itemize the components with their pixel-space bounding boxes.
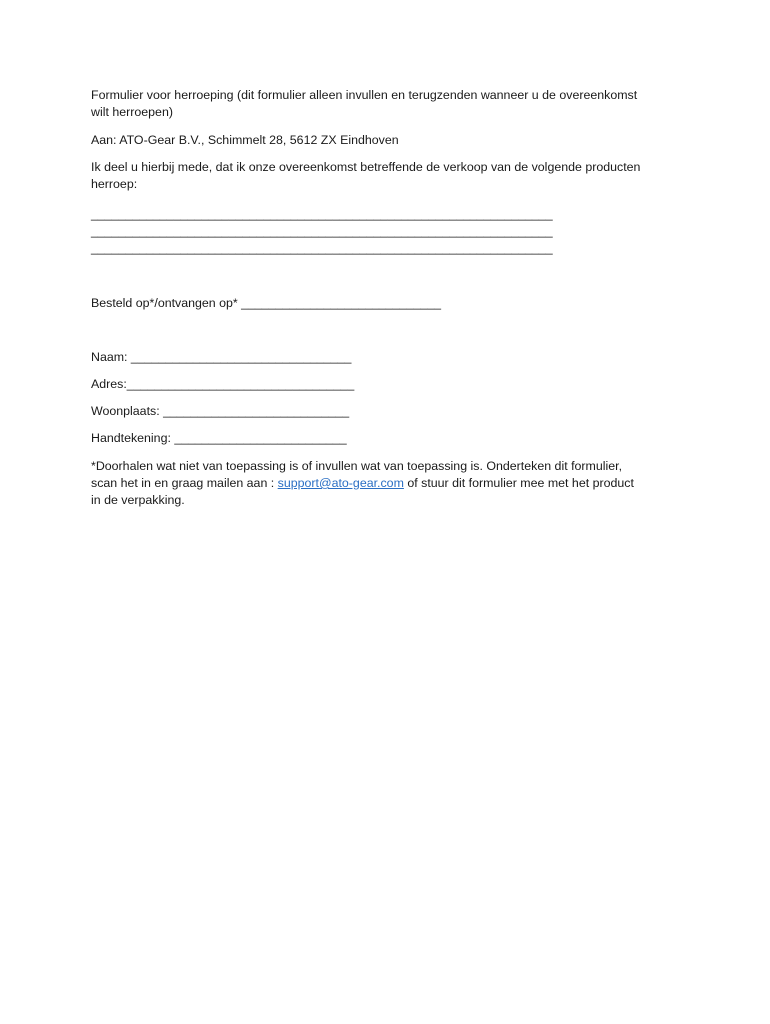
city-field-text: Woonplaats: ___________________________ <box>91 404 350 418</box>
footnote <box>91 458 634 509</box>
name-field <box>91 349 351 366</box>
ordered-received-text: Besteld op*/ontvangen op* _____________________________ <box>91 296 442 310</box>
addressee-text: Aan: ATO-Gear B.V., Schimmelt 28, 5612 ZX Eindhoven <box>91 133 399 147</box>
footnote-line-3: in de verpakking. <box>91 493 185 507</box>
signature-field <box>91 430 347 447</box>
footnote-line-2 <box>91 475 634 492</box>
form-title-line-2: wilt herroepen) <box>91 105 173 119</box>
footnote-line-2-before: scan het in en graag mailen aan : <box>91 476 278 490</box>
address-field <box>91 376 354 393</box>
support-email-link[interactable]: support@ato-gear.com <box>277 476 404 490</box>
product-line-3: ___________________________________________________________________ <box>91 241 553 255</box>
withdrawal-notice-line-2: herroep: <box>91 177 138 191</box>
footnote-line-1: *Doorhalen wat niet van toepassing is of invullen wat van toepassing is. Onderteken dit formulier, <box>91 459 623 473</box>
product-line-2: ___________________________________________________________________ <box>91 224 553 238</box>
withdrawal-notice <box>91 159 640 193</box>
product-line-1: ___________________________________________________________________ <box>91 207 553 221</box>
address-field-text: Adres:_________________________________ <box>91 377 355 391</box>
addressee <box>91 132 399 149</box>
name-field-text: Naam: ________________________________ <box>91 350 352 364</box>
form-title <box>91 87 637 121</box>
signature-field-text: Handtekening: _________________________ <box>91 431 347 445</box>
ordered-received-field <box>91 295 441 312</box>
withdrawal-notice-line-1: Ik deel u hierbij mede, dat ik onze overeenkomst betreffende de verkoop van de volgende producten <box>91 160 641 174</box>
city-field <box>91 403 349 420</box>
footnote-line-2-after: of stuur dit formulier mee met het product <box>403 476 634 490</box>
form-title-line-1: Formulier voor herroeping (dit formulier alleen invullen en terugzenden wanneer u de overeenkomst <box>91 88 638 102</box>
product-lines <box>91 206 553 257</box>
